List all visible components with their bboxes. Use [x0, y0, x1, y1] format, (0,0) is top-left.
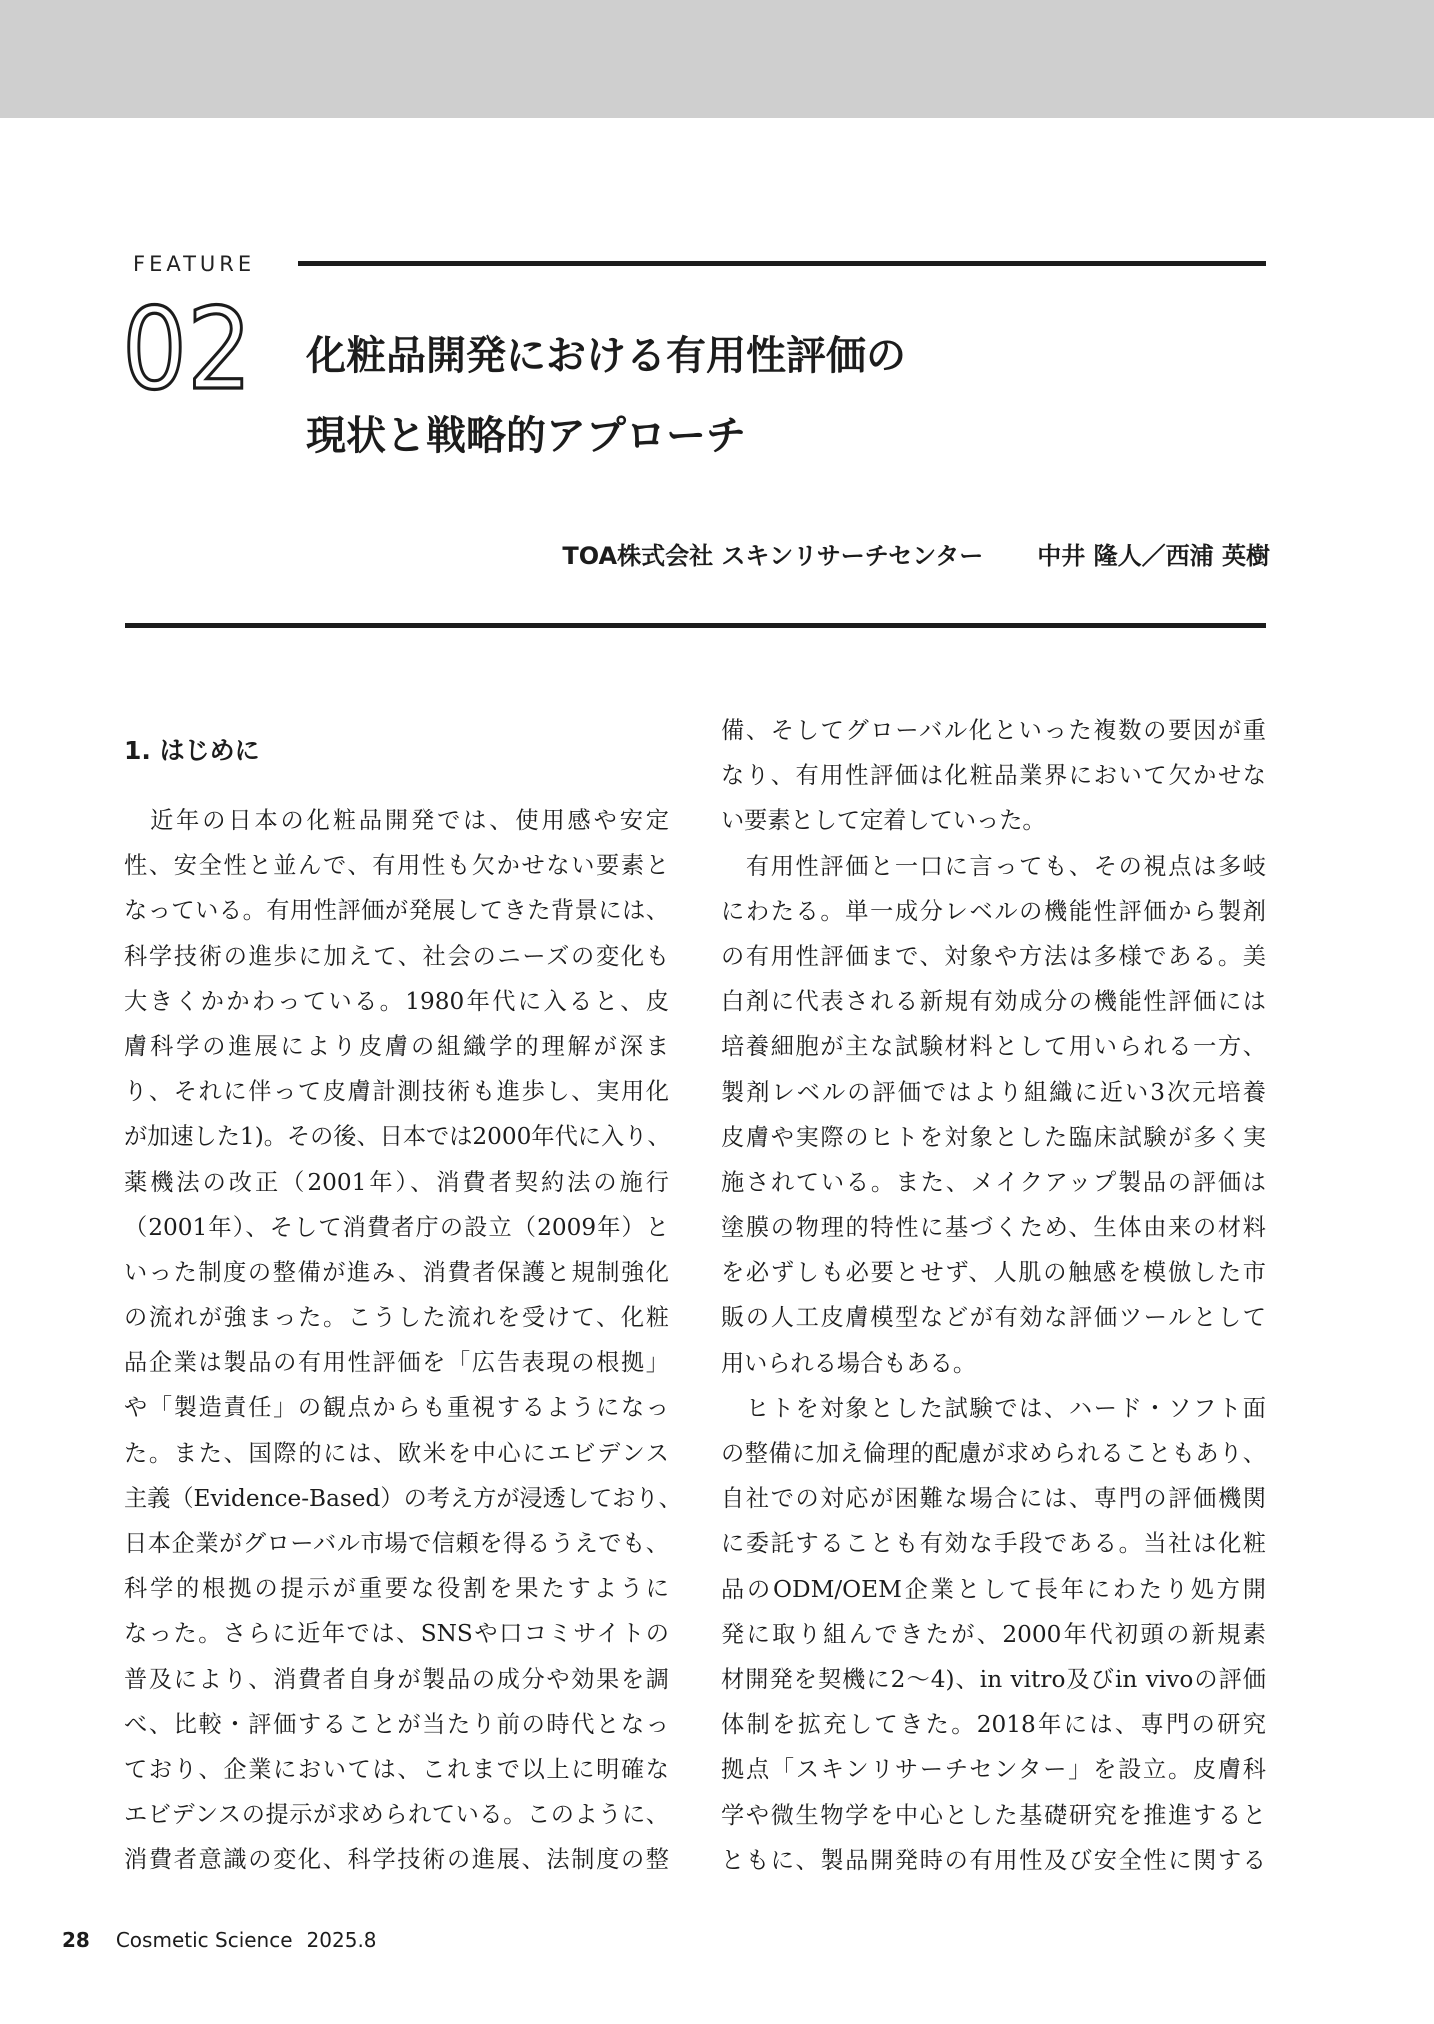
- body-line: 科学的根拠の提示が重要な役割を果たすように: [124, 1575, 669, 1603]
- byline: [460, 536, 1270, 571]
- body-line: 科学技術の進歩に加えて、社会のニーズの変化も: [124, 942, 669, 970]
- title-rule: [298, 261, 1266, 266]
- feature-number: [122, 284, 272, 404]
- body-line: （2001年）、そして消費者庁の設立（2009年）と: [124, 1213, 669, 1241]
- body-line: 膚科学の進展により皮膚の組織学的理解が深ま: [124, 1032, 669, 1060]
- body-line: 消費者意識の変化、科学技術の進展、法制度の整: [124, 1846, 669, 1874]
- body-line: が加速した1)。その後、日本では2000年代に入り、: [124, 1123, 671, 1151]
- body-line: なり、有用性評価は化粧品業界において欠かせな: [721, 762, 1266, 790]
- journal-name: Cosmetic Science: [115, 1928, 293, 1952]
- body-line: た。また、国際的には、欧米を中心にエビデンス: [124, 1439, 669, 1467]
- body-line: の有用性評価まで、対象や方法は多様である。美: [721, 942, 1266, 970]
- body-line: 有用性評価と一口に言っても、その視点は多岐: [721, 852, 1266, 880]
- body-line: い要素として定着していった。: [721, 807, 1046, 835]
- body-line: ともに、製品開発時の有用性及び安全性に関する: [721, 1846, 1266, 1874]
- body-line: 性、安全性と並んで、有用性も欠かせない要素と: [124, 852, 669, 880]
- body-line: や「製造責任」の観点からも重視するようになっ: [124, 1394, 669, 1422]
- body-line: 販の人工皮膚模型などが有効な評価ツールとして: [721, 1304, 1266, 1332]
- body-line: 製剤レベルの評価ではより組織に近い3次元培養: [721, 1078, 1266, 1106]
- body-line: の整備に加え倫理的配慮が求められることもあり、: [721, 1440, 1266, 1467]
- body-line: いった制度の整備が進み、消費者保護と規制強化: [124, 1258, 669, 1286]
- body-line: り、それに伴って皮膚計測技術も進歩し、実用化: [124, 1078, 669, 1106]
- body-line: 大きくかかわっている。1980年代に入ると、皮: [124, 987, 669, 1015]
- page-number: 28: [62, 1928, 90, 1952]
- feature-number-text: 02: [122, 285, 252, 404]
- feature-label: FEATURE: [133, 252, 256, 276]
- body-line: 皮膚や実際のヒトを対象とした臨床試験が多く実: [721, 1123, 1266, 1151]
- body-line: 普及により、消費者自身が製品の成分や効果を調: [124, 1665, 669, 1693]
- body-line: 塗膜の物理的特性に基づくため、生体由来の材料: [721, 1214, 1266, 1242]
- body-line: 備、そしてグローバル化といった複数の要因が重: [721, 717, 1266, 744]
- body-line: 薬機法の改正（2001年）、消費者契約法の施行: [124, 1168, 669, 1196]
- body-line: 品のODM/OEM企業として長年にわたり処方開: [721, 1575, 1266, 1603]
- right-column: [721, 708, 1266, 1883]
- title-line-2: 現状と戦略的アプローチ: [306, 413, 746, 459]
- body-line: を必ずしも必要とせず、人肌の触感を模倣した市: [721, 1259, 1266, 1287]
- body-line: なっている。有用性評価が発展してきた背景には、: [124, 897, 669, 925]
- body-line: 主義（Evidence-Based）の考え方が浸透しており、: [124, 1484, 682, 1512]
- left-column: [124, 708, 682, 1883]
- header-rule: [125, 623, 1266, 628]
- body-line: エビデンスの提示が求められている。このように、: [124, 1801, 669, 1829]
- article-title: [306, 316, 1266, 476]
- body-line: 体制を拡充してきた。2018年には、専門の研究: [721, 1711, 1266, 1739]
- title-line-1: 化粧品開発における有用性評価の: [306, 333, 906, 379]
- body-line: 発に取り組んできたが、2000年代初頭の新規素: [721, 1620, 1266, 1648]
- body-line: ており、企業においては、これまで以上に明確な: [124, 1755, 669, 1783]
- issue-date: 2025.8: [306, 1928, 377, 1952]
- body-line: 近年の日本の化粧品開発では、使用感や安定: [124, 807, 669, 834]
- body-line: 用いられる場合もある。: [721, 1349, 977, 1377]
- body-line: 施されている。また、メイクアップ製品の評価は: [721, 1168, 1266, 1196]
- body-line: 拠点「スキンリサーチセンター」を設立。皮膚科: [721, 1756, 1266, 1784]
- body-line: にわたる。単一成分レベルの機能性評価から製剤: [721, 897, 1266, 925]
- body-line: ヒトを対象とした試験では、ハード・ソフト面: [721, 1394, 1266, 1422]
- body-line: 材開発を契機に2〜4)、in vitro及びin vivoの評価: [721, 1665, 1266, 1693]
- body-line: に委託することも有効な手段である。当社は化粧: [721, 1530, 1266, 1558]
- body-line: 自社での対応が困難な場合には、専門の評価機関: [721, 1485, 1266, 1513]
- body-line: 日本企業がグローバル市場で信頼を得るうえでも、: [124, 1530, 669, 1557]
- body-line: なった。さらに近年では、SNSや口コミサイトの: [124, 1620, 669, 1648]
- body-line: 学や微生物学を中心とした基礎研究を推進すると: [721, 1801, 1266, 1829]
- body-line: 品企業は製品の有用性評価を「広告表現の根拠」: [124, 1349, 669, 1377]
- top-banner: [0, 0, 1434, 118]
- affiliation: TOA株式会社 スキンリサーチセンター: [562, 542, 984, 570]
- section-heading: 1. はじめに: [124, 736, 260, 765]
- body-line: 培養細胞が主な試験材料として用いられる一方、: [721, 1033, 1266, 1061]
- body-line: 白剤に代表される新規有効成分の機能性評価には: [721, 988, 1266, 1016]
- body-line: べ、比較・評価することが当たり前の時代となっ: [124, 1710, 669, 1738]
- page-footer: [62, 1928, 377, 1952]
- body-line: の流れが強まった。こうした流れを受けて、化粧: [124, 1304, 669, 1332]
- author-names: 中井 隆人／西浦 英樹: [1037, 542, 1270, 570]
